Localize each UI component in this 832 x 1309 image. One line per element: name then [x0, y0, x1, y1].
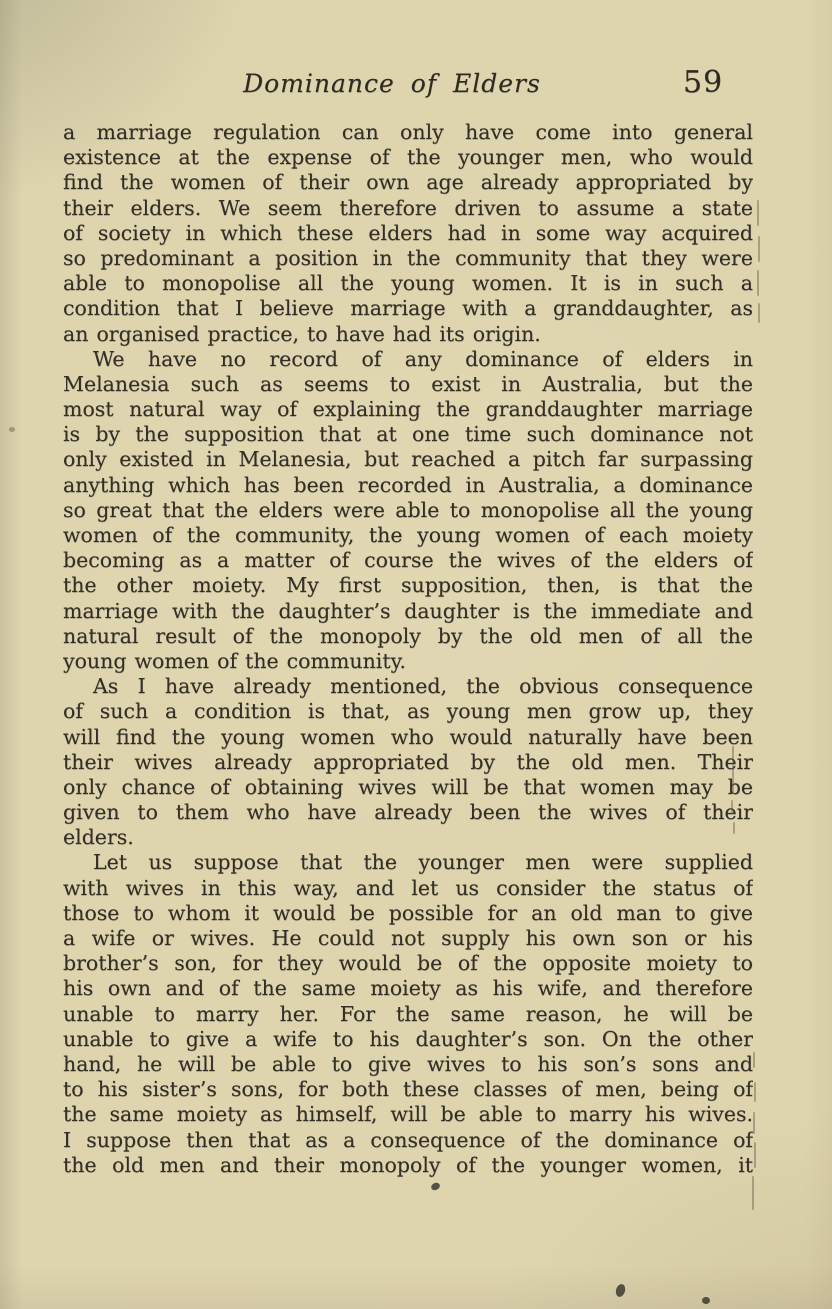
text-line: We have no record of any dominance of elders in [93, 346, 753, 371]
text-line: to his sister’s sons, for both these classes of men, being of [63, 1077, 753, 1102]
margin-mark [752, 1176, 754, 1210]
text-line: so great that the elders were able to monopolise all the young [63, 497, 753, 522]
margin-mark [753, 1112, 755, 1134]
text-line: unable to marry her. For the same reason, he will be [63, 1001, 753, 1026]
text-line: the other moiety. My first supposition, then, is that the [63, 573, 753, 598]
margin-mark [758, 303, 760, 323]
page-number: 59 [683, 65, 724, 100]
text-line: only existed in Melanesia, but reached a pitch far surpassing [63, 447, 753, 472]
text-line: existence at the expense of the younger men, who would [63, 145, 753, 170]
text-line: marriage with the daughter’s daughter is the immediate and [63, 598, 753, 623]
text-line: anything which has been recorded in Australia, a dominance [63, 472, 753, 497]
running-header [63, 65, 753, 105]
text-line: those to whom it would be possible for an old man to give [63, 900, 753, 925]
text-line: given to them who have already been the wives of their [63, 800, 753, 825]
margin-mark [754, 1142, 756, 1168]
running-title: Dominance of Elders [243, 69, 541, 98]
text-line: find the women of their own age already appropriated by [63, 170, 753, 195]
text-line: young women of the community. [63, 648, 406, 673]
margin-mark [753, 1052, 755, 1068]
text-line: an organised practice, to have had its origin. [63, 321, 541, 346]
text-line: a marriage regulation can only have come into general [63, 120, 753, 144]
ink-speck [430, 1181, 441, 1191]
text-line: elders. [63, 825, 134, 850]
text-line: able to monopolise all the young women. It is in such a [63, 271, 753, 296]
text-line: the old men and their monopoly of the younger women, it [63, 1152, 753, 1177]
text-line: of such a condition is that, as young men grow up, they [63, 699, 753, 724]
margin-mark [754, 1082, 756, 1102]
text-line: so predominant a position in the community that they were [63, 245, 753, 270]
text-line: their wives already appropriated by the old men. Their [63, 749, 753, 774]
text-line: only chance of obtaining wives will be that women may be [63, 774, 753, 799]
ink-speck [9, 427, 15, 432]
text-line: hand, he will be able to give wives to his son’s sons and [63, 1051, 753, 1076]
margin-mark [731, 800, 733, 814]
text-line: the same moiety as himself, will be able to marry his wives. [63, 1102, 753, 1127]
text-line: natural result of the monopoly by the old men of all the [63, 623, 753, 648]
margin-mark [757, 270, 759, 296]
text-line: condition that I believe marriage with a granddaughter, as [63, 296, 753, 321]
margin-mark [757, 200, 759, 226]
text-line: their elders. We seem therefore driven to assume a state [63, 195, 753, 220]
text-line: with wives in this way, and let us consider the status of [63, 875, 753, 900]
margin-mark [732, 746, 734, 794]
text-line: women of the community, the young women of each moiety [63, 523, 753, 547]
text-line: Melanesia such as seems to exist in Australia, but the [63, 371, 753, 396]
text-line: Let us suppose that the younger men were supplied [93, 850, 753, 875]
text-line: unable to give a wife to his daughter’s son. On the other [63, 1026, 753, 1051]
text-line: of society in which these elders had in some way acquired [63, 220, 753, 245]
margin-mark [758, 236, 760, 262]
text-line: a wife or wives. He could not supply his own son or his [63, 926, 753, 950]
ink-speck [702, 1297, 710, 1304]
ink-speck [614, 1283, 626, 1298]
text-line: I suppose then that as a consequence of the dominance of [63, 1127, 753, 1152]
text-line: will find the young women who would naturally have been [63, 724, 753, 749]
margin-mark [733, 822, 735, 834]
text-line: As I have already mentioned, the obvious consequence [93, 674, 753, 699]
body-text [63, 120, 753, 1178]
text-line: his own and of the same moiety as his wife, and therefore [63, 976, 753, 1001]
text-line: most natural way of explaining the granddaughter marriage [63, 397, 753, 422]
text-line: becoming as a matter of course the wives of the elders of [63, 548, 753, 573]
text-line: is by the supposition that at one time such dominance not [63, 422, 753, 447]
text-line: brother’s son, for they would be of the opposite moiety to [63, 951, 753, 976]
